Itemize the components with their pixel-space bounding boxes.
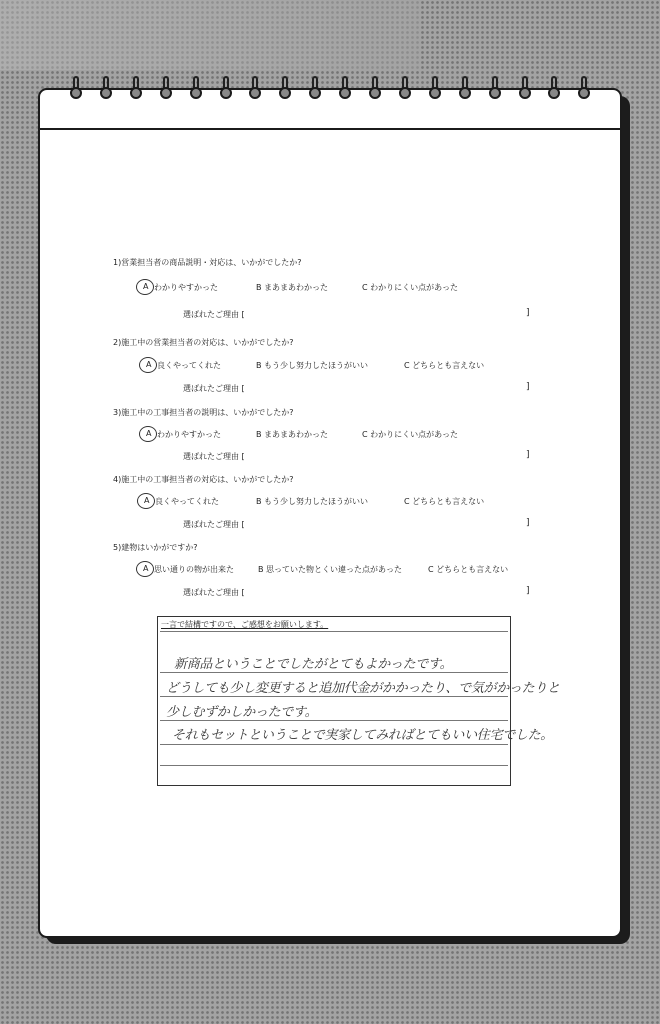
handwritten-line-4: それもセットということで実家してみればとてもいい住宅でした。 [172,728,554,743]
option-a-letter-1: A [143,282,149,291]
option-c-3: C わかりにくい点があった [362,430,459,439]
binding-ring [459,76,471,106]
option-a-4: 良くやってくれた [155,497,219,506]
ruled-line [160,720,508,721]
binding-ring [309,76,321,106]
option-a-1: わかりやすかった [154,283,218,292]
notebook-page [38,88,622,938]
binding-ring [519,76,531,106]
reason-label-2: 選ばれたご理由 [ [183,384,245,393]
option-a-letter-2: A [146,360,152,369]
question-1: 1)営業担当者の商品説明・対応は、いかがでしたか? [113,258,302,267]
ruled-line [160,696,508,697]
reason-label-4: 選ばれたご理由 [ [183,520,245,529]
option-a-5: 思い通りの物が出来た [154,565,234,574]
option-a-3: わかりやすかった [157,430,221,439]
reason-close-3: ] [526,450,530,460]
ruled-line [160,631,508,632]
option-c-1: C わかりにくい点があった [362,283,459,292]
question-4: 4)施工中の工事担当者の対応は、いかがでしたか? [113,475,294,484]
handwritten-line-1: 新商品ということでしたがとてもよかったです。 [174,657,453,672]
ruled-line [160,744,508,745]
reason-label-5: 選ばれたご理由 [ [183,588,245,597]
binding-ring [279,76,291,106]
binding-ring [190,76,202,106]
binding-ring [130,76,142,106]
binding-ring [578,76,590,106]
reason-label-1: 選ばれたご理由 [ [183,310,245,319]
reason-close-4: ] [526,518,530,528]
ruled-line [160,765,508,766]
option-c-2: C どちらとも言えない [404,361,485,370]
binding-ring [70,76,82,106]
option-c-4: C どちらとも言えない [404,497,485,506]
option-b-1: B まあまあわかった [256,283,329,292]
question-3: 3)施工中の工事担当者の説明は、いかがでしたか? [113,408,294,417]
binding-ring [369,76,381,106]
reason-label-3: 選ばれたご理由 [ [183,452,245,461]
comment-title: 一言で結構ですので、ご感想をお願いします。 [161,620,329,629]
screentone-highlight [0,0,420,70]
binding-ring [160,76,172,106]
question-2: 2)施工中の営業担当者の対応は、いかがでしたか? [113,338,294,347]
option-b-2: B もう少し努力したほうがいい [256,361,369,370]
binding-ring [220,76,232,106]
binding-ring [548,76,560,106]
option-b-4: B もう少し努力したほうがいい [256,497,369,506]
option-c-5: C どちらとも言えない [428,565,509,574]
binding-ring [399,76,411,106]
binding-ring [249,76,261,106]
binding-line [40,128,620,130]
handwritten-line-3: 少しむずかしかったです。 [166,705,318,720]
question-5: 5)建物はいかがですか? [113,543,198,552]
option-b-3: B まあまあわかった [256,430,329,439]
option-b-5: B 思っていた物とくい違った点があった [258,565,402,574]
binding-ring [429,76,441,106]
ruled-line [160,672,508,673]
binding-ring [339,76,351,106]
reason-close-5: ] [526,586,530,596]
comment-box [157,616,560,786]
binding-ring [100,76,112,106]
option-a-letter-5: A [143,564,149,573]
option-a-2: 良くやってくれた [157,361,221,370]
option-a-letter-4: A [144,496,150,505]
handwritten-line-2: どうしても少し変更すると追加代金がかかったり、で気がかったりと [166,681,560,696]
reason-close-2: ] [526,382,530,392]
option-a-letter-3: A [146,429,152,438]
reason-close-1: ] [526,308,530,318]
binding-ring [489,76,501,106]
